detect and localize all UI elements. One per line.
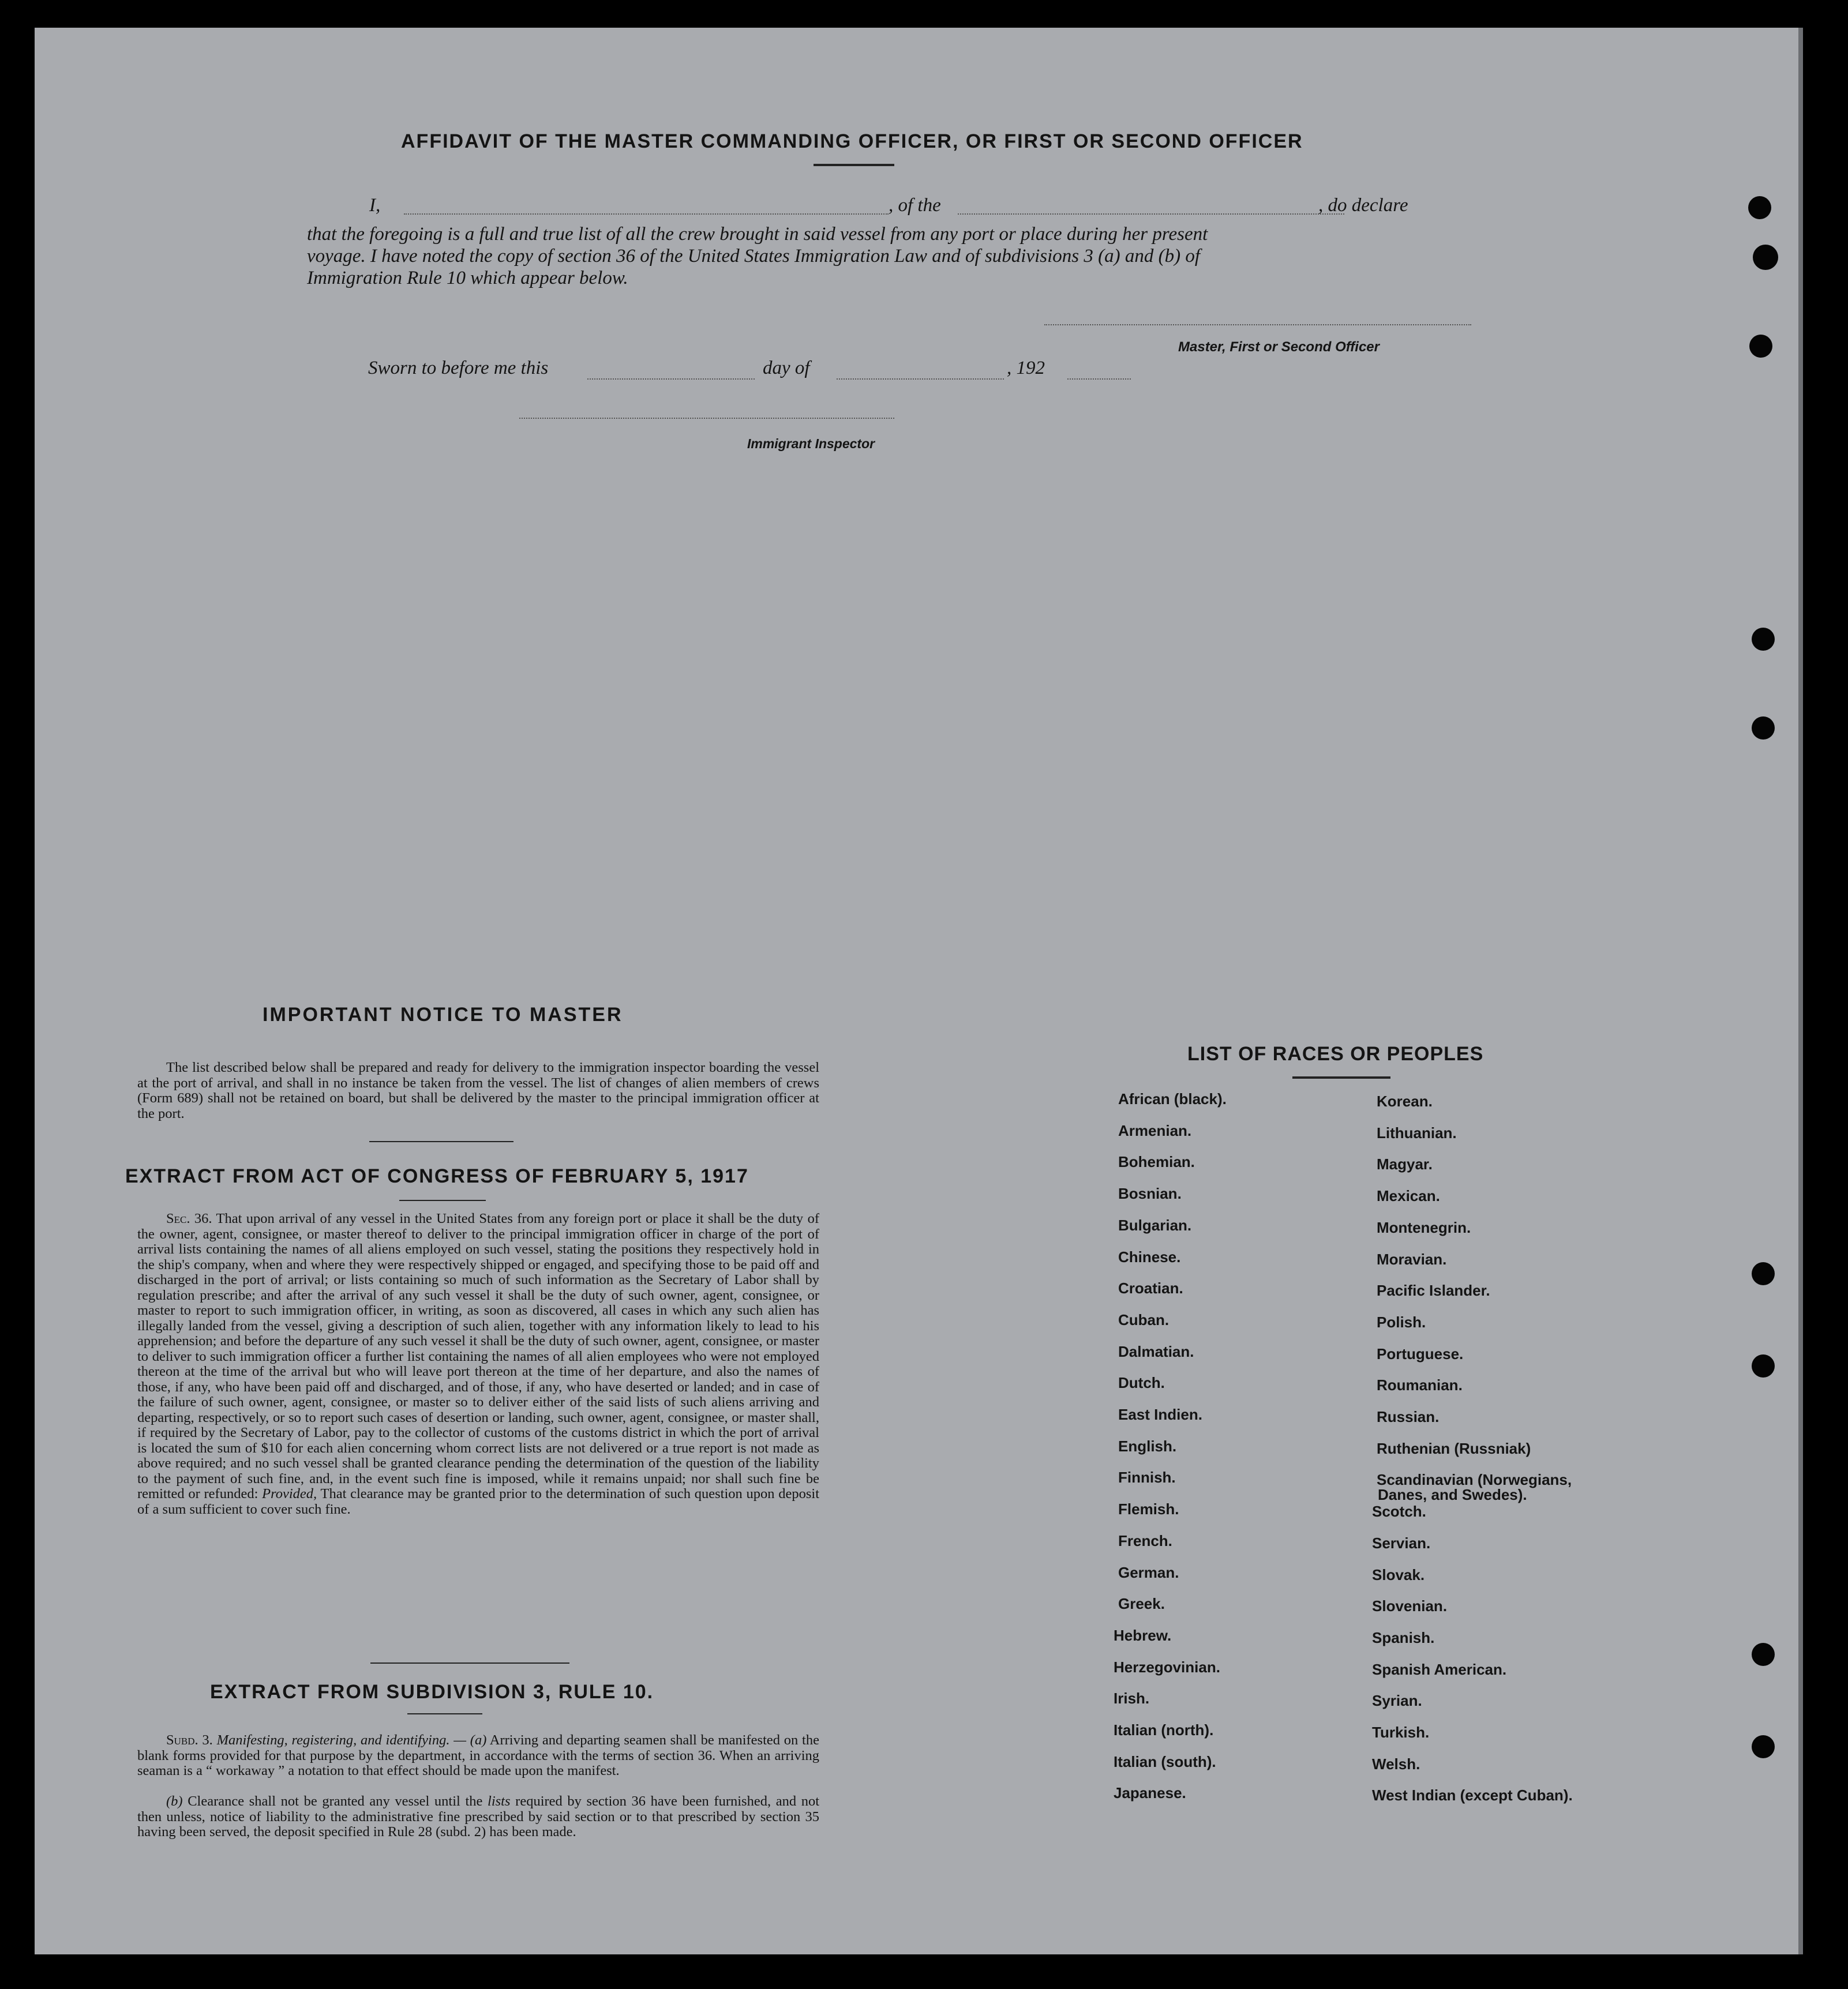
race-item: Dalmatian.: [1118, 1342, 1194, 1360]
para-a-marker: — (a): [453, 1732, 487, 1748]
race-item: Scandinavian (Norwegians,: [1377, 1471, 1572, 1489]
subd-3-heading: Manifesting, registering, and identifying.: [216, 1732, 450, 1748]
race-item: Irish.: [1114, 1690, 1150, 1707]
binder-hole: [1752, 716, 1775, 740]
race-item: Montenegrin.: [1377, 1218, 1471, 1236]
extract-act-divider: [399, 1200, 486, 1201]
race-item: Bulgarian.: [1118, 1216, 1192, 1234]
subd-3-label: Subd. 3.: [166, 1732, 213, 1748]
subd-3-paragraph-b: [137, 1794, 819, 1840]
race-item: Pacific Islander.: [1377, 1282, 1490, 1300]
affidavit-title-underline: [814, 164, 894, 166]
race-item: Welsh.: [1372, 1755, 1420, 1773]
race-item: East Indien.: [1118, 1406, 1202, 1423]
race-item: English.: [1118, 1437, 1177, 1455]
para-b-marker: (b): [166, 1793, 183, 1809]
race-item: Scotch.: [1372, 1503, 1426, 1521]
extract-act-paragraph: [137, 1211, 819, 1517]
para-a-text: Arriving and departing seamen shall be manifested on the blank forms provided for that purpose by the department, in accordance with the terms of section 36. When an arriving seaman is a “ workaway ” a notation to that effect should be made upon the manifest.: [137, 1732, 819, 1778]
binder-hole: [1752, 628, 1775, 651]
sec-36-text: That upon arrival of any vessel in the United States from any foreign port or place it shall be the duty of the owner, agent, consignee, or master thereof to deliver to the principal immigration officer in charge of the port of arrival lists containing the names of all aliens employed on such vessel, stating the positions they respectively hold in the ship's company, when and where they were respectively shipped or engaged, and specifying those to be paid off and discharged in the port of arrival; or lists containing so much of such information as the Secretary of Labor shall by regulation prescribe; and after the arrival of any such vessel it shall be the duty of such owner, agent, consignee, or master to report to such immigration officer, in writing, as soon as discovered, all cases in which any such alien has illegally landed from the vessel, giving a description of such alien, together with any information likely to lead to his apprehension; and before the departure of any such vessel it shall be the duty of such owner, agent, consignee, or master to deliver to such immigration officer a further list containing the names of all alien employees who were not employed thereon at the time of the arrival but who will leave port thereon at the time of her departure, and also the names of those, if any, who have been paid off and discharged, and of those, if any, who have deserted or landed; and in case of the failure of such owner, agent, consignee, or master so to deliver either of the said lists of such aliens arriving and departing, respectively, or so to report such cases of desertion or landing, such owner, agent, consignee, or master shall, if required by the Secretary of Labor, pay to the collector of customs of the customs district in which the port of arrival is located the sum of $10 for each alien concerning whom correct lists are not delivered or a true report is not made as above required; and no such vessel shall be granted clearance pending the determination of the question of the liability to the payment of such fine, and, in the event such fine is imposed, while it remains unpaid; nor shall such fine be remitted or refunded:: [137, 1211, 819, 1502]
extract-rule-divider: [407, 1713, 482, 1714]
para-b-lists: lists: [488, 1793, 511, 1809]
race-item: African (black).: [1118, 1090, 1227, 1108]
race-item: Servian.: [1372, 1534, 1431, 1552]
race-item: Armenian.: [1118, 1121, 1192, 1139]
affidavit-do-declare: , do declare: [1318, 195, 1408, 216]
race-item: Ruthenian (Russniak): [1377, 1439, 1531, 1457]
race-item: German.: [1118, 1563, 1179, 1581]
sec-36-label: Sec. 36.: [166, 1211, 212, 1226]
race-item: Chinese.: [1118, 1248, 1181, 1266]
race-item: Danes, and Swedes).: [1378, 1486, 1527, 1504]
master-signature-caption: Master, First or Second Officer: [1178, 339, 1380, 355]
race-item: Roumanian.: [1377, 1376, 1463, 1394]
inspector-signature-line[interactable]: [519, 418, 894, 419]
affidavit-of-the: , of the: [889, 195, 941, 216]
race-item: Korean.: [1377, 1093, 1433, 1110]
race-item: Croatian.: [1118, 1279, 1183, 1297]
races-title: LIST OF RACES OR PEOPLES: [1187, 1043, 1484, 1065]
form-page: [35, 28, 1803, 1954]
race-item: Greek.: [1118, 1595, 1165, 1613]
binder-hole: [1752, 1262, 1775, 1285]
race-item: Slovak.: [1372, 1566, 1425, 1583]
inspector-caption: Immigrant Inspector: [747, 436, 875, 451]
sworn-day-of: day of: [763, 358, 810, 378]
affidavit-i-label: I,: [369, 195, 381, 216]
sworn-label: Sworn to before me this: [368, 358, 549, 378]
extract-rule-divider-top: [370, 1662, 569, 1664]
race-item: Bosnian.: [1118, 1185, 1182, 1203]
race-item: Flemish.: [1118, 1500, 1179, 1518]
race-item: Hebrew.: [1114, 1626, 1172, 1644]
race-item: West Indian (except Cuban).: [1372, 1787, 1573, 1804]
vessel-name-field[interactable]: [958, 213, 1344, 215]
master-name-field[interactable]: [404, 213, 889, 215]
race-item: Italian (north).: [1114, 1721, 1214, 1739]
race-item: Spanish.: [1372, 1628, 1435, 1646]
subd-3-paragraph-a: [137, 1733, 819, 1779]
extract-act-title: EXTRACT FROM ACT OF CONGRESS OF FEBRUARY 5, 1917: [125, 1165, 749, 1187]
race-item: Japanese.: [1114, 1784, 1186, 1802]
notice-title: IMPORTANT NOTICE TO MASTER: [263, 1004, 623, 1026]
binder-hole: [1752, 1354, 1775, 1378]
notice-divider: [369, 1141, 513, 1142]
race-item: Russian.: [1377, 1408, 1440, 1425]
binder-hole: [1752, 1643, 1775, 1666]
race-item: Mexican.: [1377, 1187, 1440, 1205]
race-item: Italian (south).: [1114, 1752, 1216, 1770]
race-item: Magyar.: [1377, 1155, 1433, 1173]
race-item: Slovenian.: [1372, 1597, 1448, 1615]
sec-36-text-end: That clearance may be granted prior to the determination of such question upon deposit of a sum sufficient to cover such fine.: [137, 1486, 820, 1517]
binder-hole: [1748, 196, 1771, 219]
extract-rule-title: EXTRACT FROM SUBDIVISION 3, RULE 10.: [210, 1681, 654, 1703]
provided-word: Provided,: [262, 1486, 317, 1502]
sworn-day-field[interactable]: [587, 378, 755, 380]
race-item: Polish.: [1377, 1313, 1426, 1331]
notice-paragraph: The list described below shall be prepared and ready for delivery to the immigration inspector boarding the vessel at the port of arrival, and shall in no instance be taken from the vessel. The list of changes of alien members of crews (Form 689) shall not be retained on board, but shall be delivered by the master to the principal immigration officer at the port.: [137, 1060, 819, 1121]
para-b-rest: required by section 36 have been furnished, and not then unless, notice of liability to the administrative fine prescribed by said section or to that prescribed by section 35 having been served, the deposit specified in Rule 28 (subd. 2) has been made.: [137, 1793, 820, 1840]
race-item: Syrian.: [1372, 1692, 1422, 1710]
binder-hole: [1753, 245, 1778, 270]
para-b-start: Clearance shall not be granted any vessel until the: [188, 1793, 483, 1809]
race-item: Spanish American.: [1372, 1660, 1507, 1678]
race-item: Moravian.: [1377, 1250, 1447, 1268]
race-item: Turkish.: [1372, 1724, 1430, 1741]
master-signature-line[interactable]: [1044, 324, 1471, 325]
race-item: Dutch.: [1118, 1374, 1165, 1392]
affidavit-title: AFFIDAVIT OF THE MASTER COMMANDING OFFICER, OR FIRST OR SECOND OFFICER: [401, 130, 1303, 152]
race-item: Herzegovinian.: [1114, 1658, 1220, 1676]
race-item: Bohemian.: [1118, 1153, 1195, 1171]
race-item: Cuban.: [1118, 1311, 1169, 1328]
race-item: Lithuanian.: [1377, 1124, 1457, 1142]
sworn-year-field[interactable]: [1067, 378, 1131, 380]
affidavit-text-line-3: Immigration Rule 10 which appear below.: [307, 268, 628, 288]
races-title-underline: [1292, 1076, 1390, 1079]
race-item: Finnish.: [1118, 1469, 1176, 1487]
sworn-year-prefix: , 192: [1007, 358, 1045, 378]
race-item: Portuguese.: [1377, 1345, 1464, 1363]
race-item: French.: [1118, 1532, 1172, 1549]
affidavit-text-line-2: voyage. I have noted the copy of section 36 of the United States Immigration Law and of subdivisions 3 (a) and (b) of: [307, 246, 1201, 267]
binder-hole: [1749, 335, 1772, 358]
sworn-month-field[interactable]: [837, 378, 1004, 380]
affidavit-text-line-1: that the foregoing is a full and true list of all the crew brought in said vessel from any port or place during her present: [307, 224, 1208, 245]
binder-hole: [1752, 1735, 1775, 1758]
